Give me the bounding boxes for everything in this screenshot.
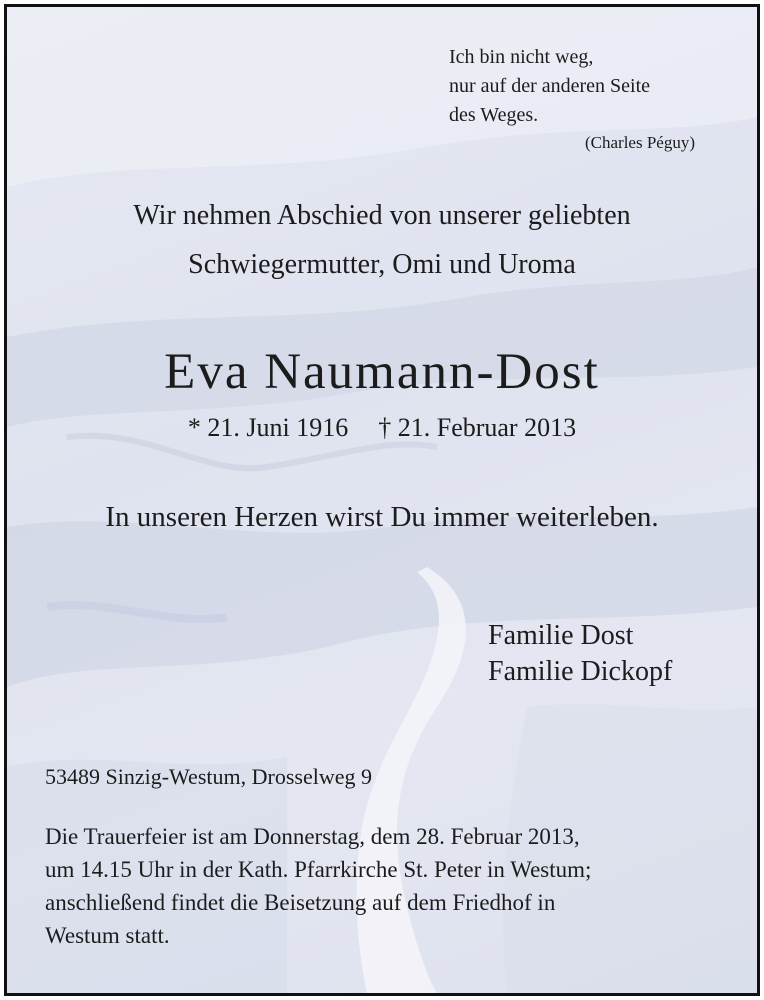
ceremony-line: Westum statt. [45, 923, 170, 948]
life-dates [7, 413, 757, 443]
quote-line: des Weges. [449, 104, 539, 126]
birth-date: * 21. Juni 1916 [187, 413, 349, 442]
ceremony-details [45, 820, 591, 952]
obituary-frame [4, 4, 760, 996]
ceremony-line: anschließend findet die Beisetzung auf dem Friedhof in [45, 890, 556, 915]
quote-line: Ich bin nicht weg, [449, 46, 594, 68]
epigraph-quote [449, 43, 650, 130]
quote-author: (Charles Péguy) [585, 133, 696, 152]
family-address: 53489 Sinzig-Westum, Drosselweg 9 [45, 764, 372, 789]
quote-line: nur auf der anderen Seite [449, 75, 651, 97]
ceremony-line: Die Trauerfeier ist am Donnerstag, dem 28. Februar 2013, [45, 824, 580, 849]
mourners-list [488, 618, 672, 690]
mourner-family: Familie Dost [488, 620, 634, 651]
deceased-name: Eva Naumann-Dost [164, 344, 600, 400]
intro-line: Wir nehmen Abschied von unserer geliebten [133, 200, 631, 231]
memorial-motto: In unseren Herzen wirst Du immer weiterleben. [105, 501, 659, 533]
ceremony-line: um 14.15 Uhr in der Kath. Pfarrkirche St. Peter in Westum; [45, 857, 592, 882]
intro-line: Schwiegermutter, Omi und Uroma [188, 249, 576, 280]
death-date: † 21. Februar 2013 [378, 413, 577, 442]
mourner-family: Familie Dickopf [488, 656, 673, 687]
